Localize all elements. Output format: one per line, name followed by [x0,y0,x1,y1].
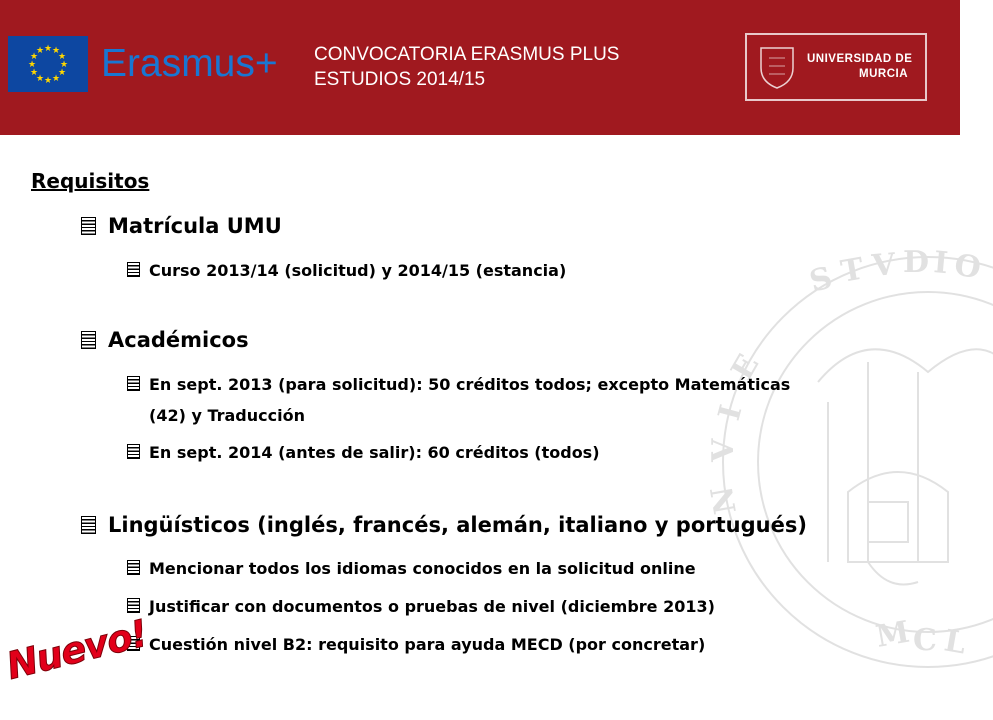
requirement-item [127,372,790,397]
svg-text:E: E [724,348,767,386]
svg-text:★: ★ [29,52,39,62]
svg-text:V: V [870,247,897,284]
striped-square-bullet-icon [81,331,96,349]
svg-text:★: ★ [51,46,61,56]
striped-square-bullet-icon [81,217,96,235]
university-name-line2: MURCIA [859,68,908,80]
requirement-item [127,556,696,581]
header-title-line1: CONVOCATORIA ERASMUS PLUS [314,44,620,65]
svg-text:★: ★ [51,74,61,84]
svg-text:I: I [932,245,950,282]
striped-square-bullet-icon [127,262,140,277]
striped-square-bullet-icon [127,560,140,575]
svg-text:★: ★ [57,52,67,62]
heading-text: Académicos [108,328,249,352]
requirement-item [127,258,566,283]
heading-text: Matrícula UMU [108,214,282,238]
requirement-heading-linguisticos [81,513,807,537]
svg-text:T: T [838,251,867,290]
svg-text:★: ★ [35,74,45,84]
svg-text:★: ★ [35,46,45,56]
erasmus-wordmark: Erasmus+ [101,42,278,85]
item-text: Curso 2013/14 (solicitud) y 2014/15 (estancia) [149,261,567,280]
requirement-item [127,440,600,465]
requirement-item-continuation: (42) y Traducción [149,406,305,425]
section-title-requisitos: Requisitos [31,169,150,193]
requirement-heading-matricula [81,214,282,238]
svg-text:★: ★ [27,60,37,70]
item-text: Mencionar todos los idiomas conocidos en la solicitud online [149,559,696,578]
requirement-item [127,594,715,619]
svg-text:L: L [941,623,969,662]
svg-text:I: I [711,401,750,425]
svg-text:M: M [873,614,913,655]
svg-text:S: S [806,260,837,300]
svg-text:★: ★ [43,76,53,86]
svg-text:N: N [704,483,744,517]
striped-square-bullet-icon [127,444,140,459]
svg-text:★: ★ [43,44,53,54]
item-text: Cuestión nivel B2: requisito para ayuda MECD (por concretar) [149,635,706,654]
svg-text:O: O [951,247,984,287]
svg-text:V: V [706,438,741,462]
heading-text: Lingüísticos (inglés, francés, alemán, italiano y portugués) [108,513,807,537]
striped-square-bullet-icon [81,516,96,534]
item-text: En sept. 2014 (antes de salir): 60 créditos (todos) [149,443,600,462]
striped-square-bullet-icon [127,598,140,613]
item-text: Justificar con documentos o pruebas de nivel (diciembre 2013) [149,597,715,616]
striped-square-bullet-icon [127,376,140,391]
svg-text:★: ★ [59,60,69,70]
requirement-item [127,632,705,657]
requirement-heading-academicos [81,328,249,352]
svg-text:★: ★ [29,68,39,78]
svg-text:★: ★ [57,68,67,78]
item-text: En sept. 2013 (para solicitud): 50 créditos todos; excepto Matemáticas [149,375,791,394]
university-name-line1: UNIVERSIDAD DE [807,53,913,65]
svg-text:C: C [913,623,937,658]
header-title-line2: ESTUDIOS 2014/15 [314,69,486,90]
nuevo-label: Nuevo! [2,611,152,688]
svg-text:D: D [903,245,930,280]
